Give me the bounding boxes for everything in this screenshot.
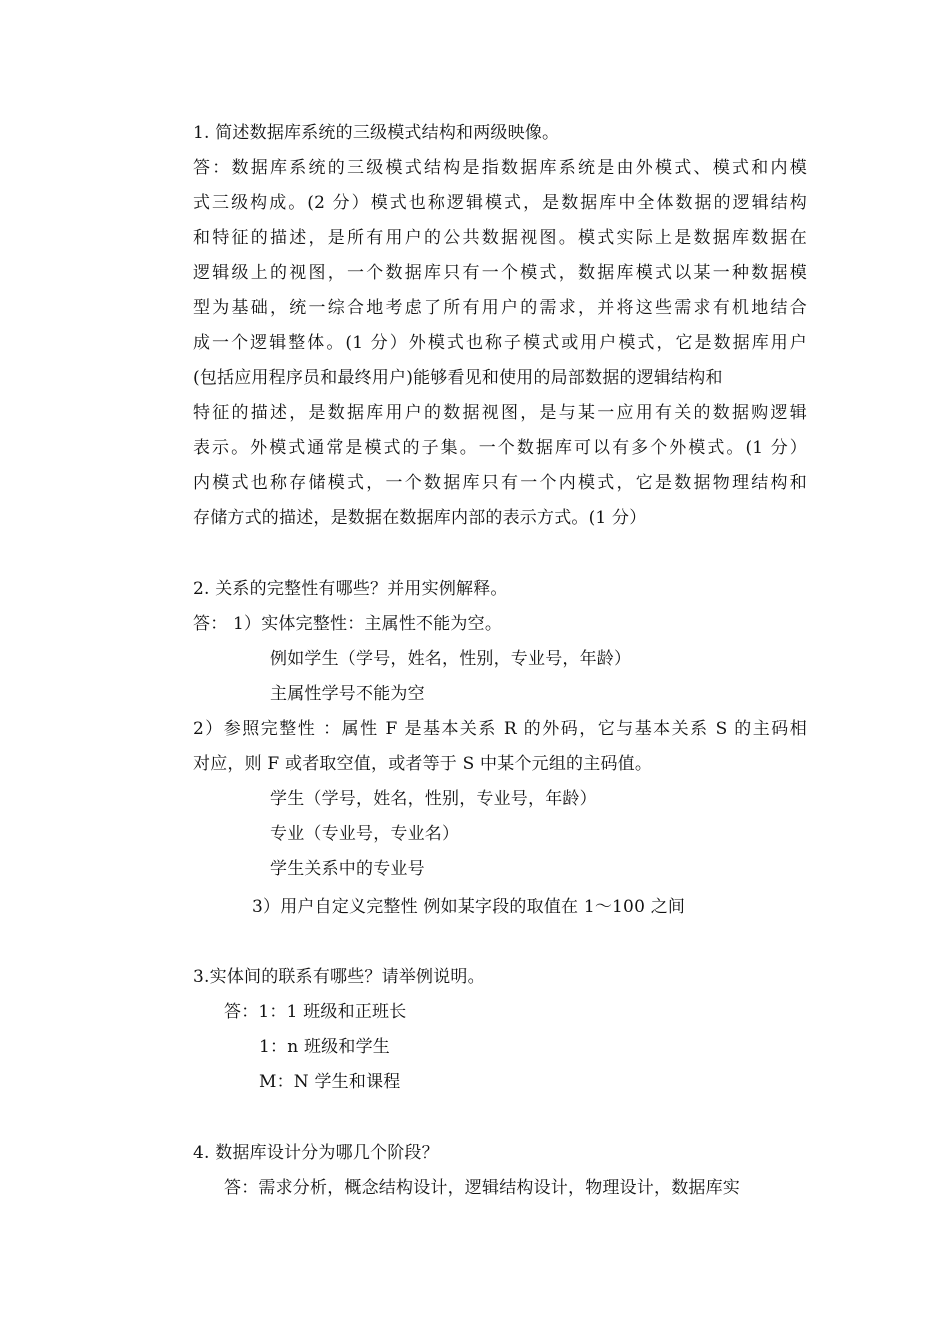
q1-answer-line: 内模式也称存储模式，一个数据库只有一个内模式，它是数据物理结构和 (193, 473, 807, 493)
q2-answer-line: 2）参照完整性 ：属性 F 是基本关系 R 的外码，它与基本关系 S 的主码相 (193, 719, 807, 739)
q2-answer-line: 对应，则 F 或者取空值，或者等于 S 中某个元组的主码值。 (193, 754, 653, 774)
q2-answer-line: 学生关系中的专业号 (270, 859, 425, 879)
q1-answer-line: (包括应用程序员和最终用户)能够看见和使用的局部数据的逻辑结构和 (193, 368, 723, 388)
q1-answer-line: 式三级构成。(2 分）模式也称逻辑模式，是数据库中全体数据的逻辑结构 (193, 193, 807, 213)
q2-answer-line: 例如学生（学号，姓名，性别，专业号，年龄） (270, 649, 632, 669)
q2-title: 2. 关系的完整性有哪些？并用实例解释。 (193, 579, 508, 599)
q3-answer-line: 1：n 班级和学生 (259, 1037, 390, 1057)
q4-title: 4. 数据库设计分为哪几个阶段？ (193, 1143, 439, 1163)
q1-answer-line: 表示。外模式通常是模式的子集。一个数据库可以有多个外模式。(1 分） (193, 438, 807, 458)
q1-answer-line: 特征的描述，是数据库用户的数据视图，是与某一应用有关的数据购逻辑 (193, 403, 807, 423)
q3-title: 3.实体间的联系有哪些？请举例说明。 (193, 967, 485, 987)
q1-answer-line: 存储方式的描述，是数据在数据库内部的表示方式。(1 分） (193, 508, 647, 528)
q1-answer-line: 逻辑级上的视图，一个数据库只有一个模式，数据库模式以某一种数据模 (193, 263, 807, 283)
q2-answer-line: 答： 1）实体完整性：主属性不能为空。 (193, 614, 503, 634)
q2-answer-line: 学生（学号，姓名，性别，专业号，年龄） (270, 789, 597, 809)
q2-answer-line: 专业（专业号，专业名） (270, 824, 460, 844)
q1-answer-line: 和特征的描述，是所有用户的公共数据视图。模式实际上是数据库数据在 (193, 228, 807, 248)
q1-answer-line: 型为基础，统一综合地考虑了所有用户的需求，并将这些需求有机地结合 (193, 298, 807, 318)
q3-answer-line: M：N 学生和课程 (259, 1072, 401, 1092)
q2-answer-line: 主属性学号不能为空 (270, 684, 425, 704)
q1-answer-line: 答：数据库系统的三级模式结构是指数据库系统是由外模式、模式和内模 (193, 158, 807, 178)
q4-answer-line: 答：需求分析，概念结构设计，逻辑结构设计，物理设计，数据库实 (224, 1178, 740, 1198)
q2-answer-line: 3）用户自定义完整性 例如某字段的取值在 1～100 之间 (252, 897, 686, 917)
q1-answer-line: 成一个逻辑整体。(1 分）外模式也称子模式或用户模式，它是数据库用户 (193, 333, 807, 353)
q3-answer-line: 答：1：1 班级和正班长 (224, 1002, 407, 1022)
q1-title: 1. 简述数据库系统的三级模式结构和两级映像。 (193, 123, 560, 143)
